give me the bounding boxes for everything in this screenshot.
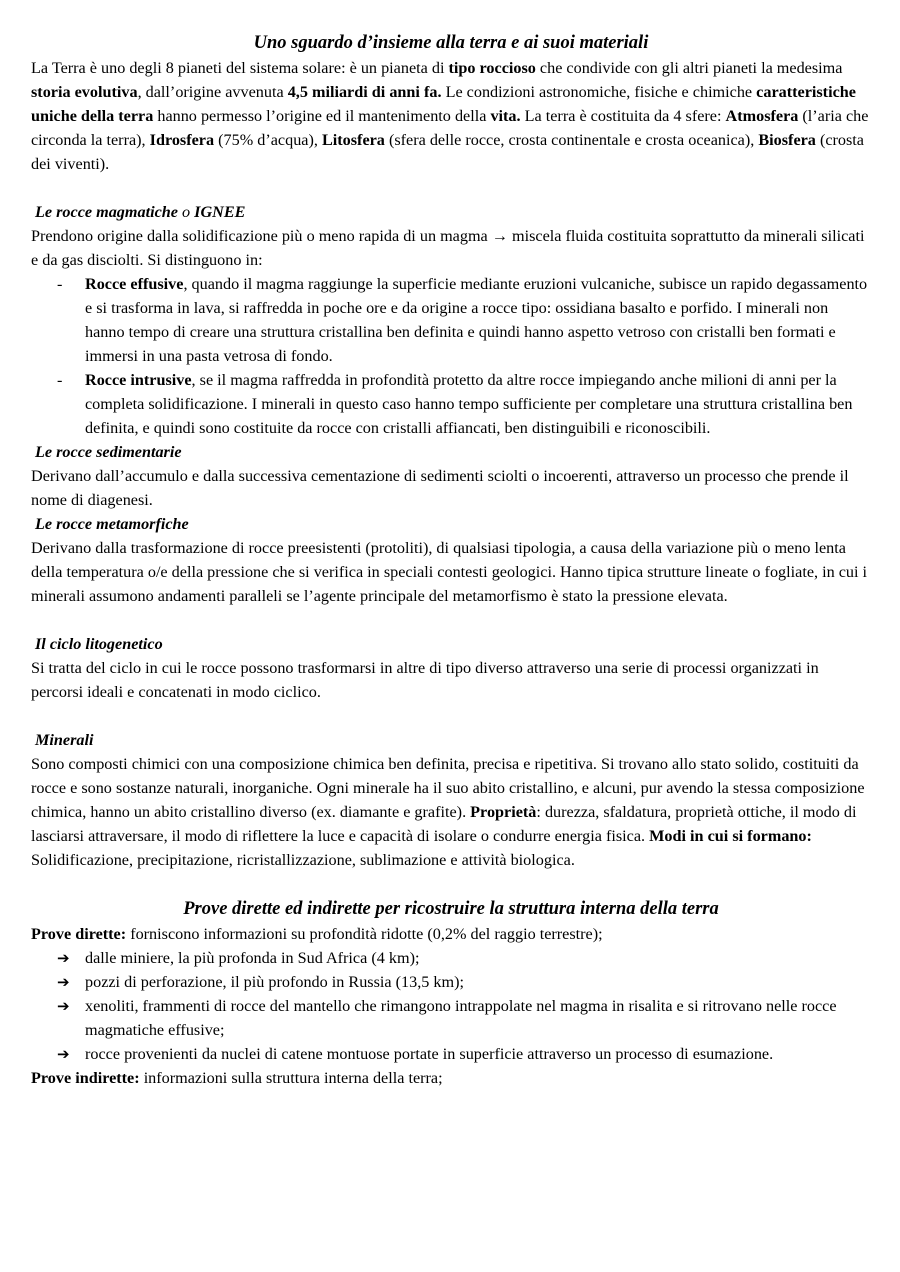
bold-run: Atmosfera [725,107,799,125]
bold-run: Rocce effusive [85,275,184,293]
text-run: : durezza, sfaldatura, proprietà ottiche, il modo di lasciarsi attraversare, il modo di riflettere la luce e capacità di isolare o condurre energia fisica. [31,803,857,845]
bold-run: 4,5 miliardi di anni fa. [287,83,442,101]
list-item [31,272,871,368]
text-run: La Terra è uno degli 8 pianeti del sistema solare: è un pianeta di [31,59,449,77]
text-run: che condivide con gli altri pianeti la medesima [535,59,843,77]
list-item [31,368,871,440]
section-heading-magmatiche [35,200,871,224]
text-run: (crosta dei viventi). [31,131,864,173]
text-run: La terra è costituita da 4 sfere: [520,107,726,125]
text-run: , quando il magma raggiunge la superficie mediante eruzioni vulcaniche, subisce un rapido degassamento e si trasforma in lava, si raffredda in poche ore e da origine a rocce tipo: ossidiana basalto e porfido. I minerali non hanno tempo di creare una struttura cristallina ben definita e quindi hanno aspetto vetroso con cristalli ben formati e immersi in una pasta vetrosa di fondo. [85,275,868,365]
text-run: (75% d’acqua), [214,131,322,149]
prove-indirette-line [31,1066,871,1090]
minerali-paragraph [31,752,871,872]
text-run: (l’aria che circonda la terra), [31,107,869,149]
prove-dirette-line [31,922,871,946]
spacer [31,176,871,200]
text-run: Le condizioni astronomiche, fisiche e chimiche [441,83,757,101]
list-item [31,970,871,994]
list-item [31,1042,871,1066]
list-item [31,994,871,1042]
section-heading-minerali: Minerali [35,731,94,749]
bold-run: vita. [490,107,521,125]
dash-bullet: - [57,371,63,389]
bold-run: Prove dirette: [31,925,127,943]
arrow-bullet-icon: ➔ [57,1045,70,1063]
spacer [31,872,871,896]
bold-run: Idrosfera [149,131,215,149]
dash-bullet: - [57,275,63,293]
magmatiche-list [31,272,871,440]
text-run: Sono composti chimici con una composizione chimica ben definita, precisa e ripetitiva. Si trovano allo stato solido, costituiti da rocce e sono sostanze naturali, inorganiche. Ogni minerale ha il suo abito cristallino, e alcuni, pur avendo la stessa composizione chimica, hanno un abito cristallino diverso (ex. diamante e grafite). [31,755,865,821]
section-heading-sedimentarie: Le rocce sedimentarie [35,443,182,461]
spacer [31,608,871,632]
metamorfiche-paragraph: Derivano dalla trasformazione di rocce preesistenti (protoliti), di qualsiasi tipologia, a causa della variazione più o meno lenta della temperatura o/e della pressione che si verifica in speciali contesti geologici. Hanno tipica strutture lineate o fogliate, in cui i minerali assumono andamenti paralleli se l’agente principale del metamorfismo è stato la pressione elevata. [31,539,868,605]
text-run: hanno permesso l’origine ed il mantenimento della [153,107,491,125]
document-page [31,30,871,1090]
spacer [31,704,871,728]
text-run: pozzi di perforazione, il più profondo in Russia (13,5 km); [85,973,464,991]
text-run: xenoliti, frammenti di rocce del mantello che rimangono intrappolate nel magma in risalita e si ritrovano nelle rocce magmatiche effusive; [85,997,837,1039]
bold-run: tipo roccioso [448,59,536,77]
bold-run: storia evolutiva [31,83,138,101]
list-item [31,946,871,970]
arrow-bullet-icon: ➔ [57,997,70,1015]
text-run: (sfera delle rocce, crosta continentale e crosta oceanica), [384,131,759,149]
heading-part: Le rocce magmatiche [35,203,178,221]
text-run: , dall’origine avvenuta [137,83,288,101]
ciclo-paragraph: Si tratta del ciclo in cui le rocce possono trasformarsi in altre di tipo diverso attraverso una serie di processi organizzati in percorsi ideali e concatenati in modo ciclico. [31,659,819,701]
bold-run: Litosfera [321,131,385,149]
text-run: , se il magma raffredda in profondità protetto da altre rocce impiegando anche milioni di anni per la completa solidificazione. I minerali in questo caso hanno tempo sufficiente per completare una struttura cristallina ben definita, e quindi sono costituite da rocce con cristalli affiancati, ben distinguibili e riconoscibili. [85,371,853,437]
arrow-bullet-icon: ➔ [57,973,70,991]
heading-part: o [177,203,195,221]
intro-paragraph [31,56,871,176]
bold-run: Prove indirette: [31,1069,140,1087]
bold-run: caratteristiche uniche della terra [31,83,856,125]
bold-run: Rocce intrusive [85,371,192,389]
document-title: Uno sguardo d’insieme alla terra e ai suoi materiali [253,33,649,53]
text-run: Solidificazione, precipitazione, ricristallizzazione, sublimazione e attività biologica. [31,851,575,869]
text-run: forniscono informazioni su profondità ridotte (0,2% del raggio terrestre); [126,925,603,943]
heading-part: IGNEE [194,203,246,221]
bold-run: Proprietà [470,803,537,821]
bold-run: Modi in cui si formano: [649,827,812,845]
arrow-bullet-icon: ➔ [57,949,70,967]
section-heading-ciclo: Il ciclo litogenetico [35,635,163,653]
magmatiche-paragraph: Prendono origine dalla solidificazione più o meno rapida di un magma → miscela fluida costituita soprattutto da minerali silicati e da gas disciolti. Si distinguono in: [31,227,865,269]
section-title-prove: Prove dirette ed indirette per ricostruire la struttura interna della terra [183,899,719,919]
bold-run: Biosfera [758,131,816,149]
prove-dirette-list [31,946,871,1066]
text-run: rocce provenienti da nuclei di catene montuose portate in superficie attraverso un processo di esumazione. [85,1045,774,1063]
text-run: dalle miniere, la più profonda in Sud Africa (4 km); [85,949,420,967]
text-run: informazioni sulla struttura interna della terra; [139,1069,443,1087]
sedimentarie-paragraph: Derivano dall’accumulo e dalla successiva cementazione di sedimenti sciolti o incoerenti, attraverso un processo che prende il nome di diagenesi. [31,467,849,509]
section-heading-metamorfiche: Le rocce metamorfiche [35,515,189,533]
